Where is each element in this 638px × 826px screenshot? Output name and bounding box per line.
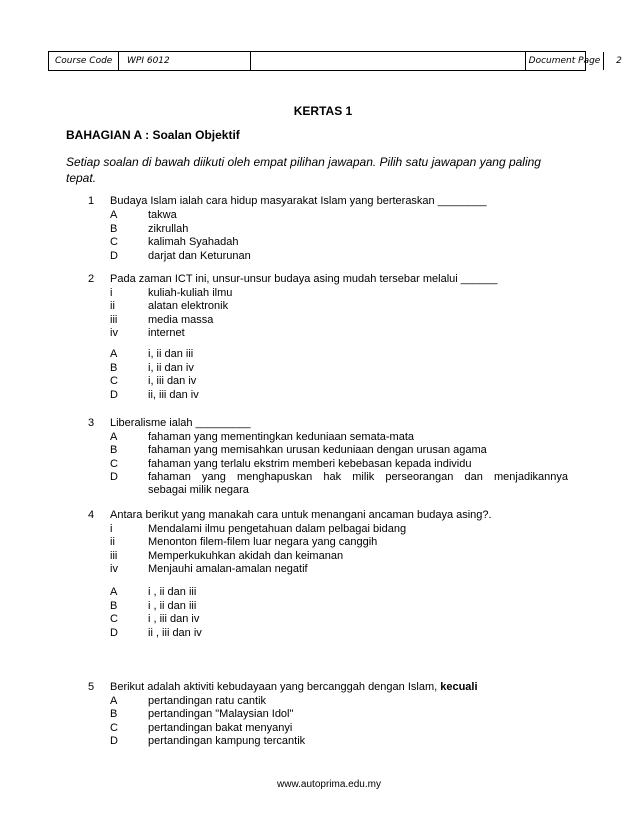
question-stem-text: Berikut adalah aktiviti kebudayaan yang bercanggah dengan Islam, [110,681,441,693]
option-d [110,471,570,499]
option-a [110,348,570,361]
statement-key: ii [110,300,115,312]
option-c [110,613,570,626]
statement-text: alatan elektronik [148,300,229,312]
option-b [110,600,570,613]
option-a [110,431,570,444]
option-text: fahaman yang memisahkan urusan keduniaan dengan urusan agama [148,444,487,456]
statement-i [110,287,570,300]
option-c [110,375,570,388]
statement-iii [110,550,570,563]
header-spacer [251,52,525,70]
option-b [110,708,570,721]
statement-i [110,523,570,536]
option-d [110,250,570,263]
question-stem: Antara berikut yang manakah cara untuk menangani ancaman budaya asing?. [110,509,492,521]
question-stem: Liberalisme ialah _________ [110,417,251,429]
question-1 [88,195,578,265]
question-number: 2 [88,273,95,285]
question-stem [110,681,570,693]
option-key: D [110,735,118,747]
option-text: i, iii dan iv [148,375,197,387]
course-code-label: Course Code [49,52,119,70]
option-key: A [110,348,118,360]
instructions: Setiap soalan di bawah diikuti oleh empat pilihan jawapan. Pilih satu jawapan yang paling tepat. [66,155,541,185]
statement-text: Memperkukuhkan akidah dan keimanan [148,549,344,562]
option-key: B [110,599,118,612]
option-key: D [110,249,118,262]
statement-key: iii [110,313,118,326]
statement-key: ii [110,536,115,548]
statement-text: Menonton filem-filem luar negara yang canggih [148,536,378,548]
option-text: fahaman yang menghapuskan hak milik perseorangan dan menjadikannya [148,471,568,483]
option-key: B [110,222,118,235]
statement-text: media massa [148,313,214,326]
statement-ii [110,300,570,313]
question-2 [88,273,578,403]
option-text: fahaman yang mementingkan keduniaan semata-mata [148,430,414,443]
option-key: B [110,361,118,374]
option-c [110,236,570,249]
course-code-value: WPI 6012 [119,52,251,70]
question-stem: Pada zaman ICT ini, unsur-unsur budaya asing mudah tersebar melalui ______ [110,273,498,285]
option-text: i , ii dan iii [148,599,197,612]
question-number: 4 [88,509,95,521]
option-key: A [110,209,118,221]
option-text: i, ii dan iii [148,348,194,360]
option-key: C [110,457,118,470]
option-b [110,444,570,457]
statement-text: internet [148,327,185,339]
footer-website: www.autoprima.edu.my [277,779,381,790]
option-text: pertandingan kampung tercantik [148,735,306,747]
option-text: pertandingan ratu cantik [148,694,267,707]
statement-ii [110,536,570,549]
option-text-continued: sebagai milik negara [148,484,249,497]
option-d [110,389,570,402]
option-text: pertandingan bakat menyanyi [148,721,293,734]
option-text: zikrullah [148,222,189,235]
statement-key: i [110,286,113,299]
option-key: A [110,430,118,443]
option-c [110,722,570,735]
option-c [110,458,570,471]
option-text: i , ii dan iii [148,586,197,598]
option-key: A [110,586,118,598]
document-header-table [48,51,622,71]
option-text: kalimah Syahadah [148,236,239,248]
option-text: pertandingan "Malaysian Idol" [148,708,294,720]
document-page-value: 2 [616,56,622,66]
option-b [110,362,570,375]
option-text: darjat dan Keturunan [148,249,251,262]
question-5 [88,681,578,751]
option-d [110,627,570,640]
option-key: A [110,694,118,707]
question-4 [88,509,578,641]
option-b [110,223,570,236]
option-key: D [110,626,118,639]
option-a [110,586,570,599]
option-key: C [110,721,118,734]
option-a [110,209,570,222]
option-key: C [110,375,118,387]
option-key: C [110,236,118,248]
option-text: i , iii dan iv [148,613,200,625]
question-number: 3 [88,417,95,429]
statement-key: iii [110,549,118,562]
statement-text: Menjauhi amalan-amalan negatif [148,563,308,575]
document-page-label: Document Page [525,52,604,70]
option-text: i, ii dan iv [148,361,194,374]
question-stem-emphasis: kecuali [440,681,478,693]
option-a [110,695,570,708]
option-text: fahaman yang terlalu ekstrim memberi kebebasan kepada individu [148,457,472,470]
statement-key: iv [110,327,118,339]
statement-iv [110,327,570,340]
option-key: D [110,471,118,483]
statement-key: i [110,522,113,535]
option-key: C [110,613,118,625]
option-text: ii, iii dan iv [148,388,199,401]
question-number: 1 [88,195,95,207]
statement-key: iv [110,563,118,575]
option-key: D [110,388,118,401]
option-key: B [110,708,118,720]
option-d [110,735,570,748]
statement-iv [110,563,570,576]
option-text: takwa [148,209,177,221]
question-3 [88,417,578,501]
page-title: KERTAS 1 [293,104,353,118]
option-key: B [110,444,118,456]
question-stem: Budaya Islam ialah cara hidup masyarakat Islam yang berteraskan ________ [110,195,487,207]
option-text: ii , iii dan iv [148,626,202,639]
question-number: 5 [88,681,95,693]
statement-text: kuliah-kuliah ilmu [148,286,233,299]
statement-iii [110,314,570,327]
section-heading: BAHAGIAN A : Soalan Objektif [66,128,240,142]
statement-text: Mendalami ilmu pengetahuan dalam pelbagai bidang [148,522,407,535]
